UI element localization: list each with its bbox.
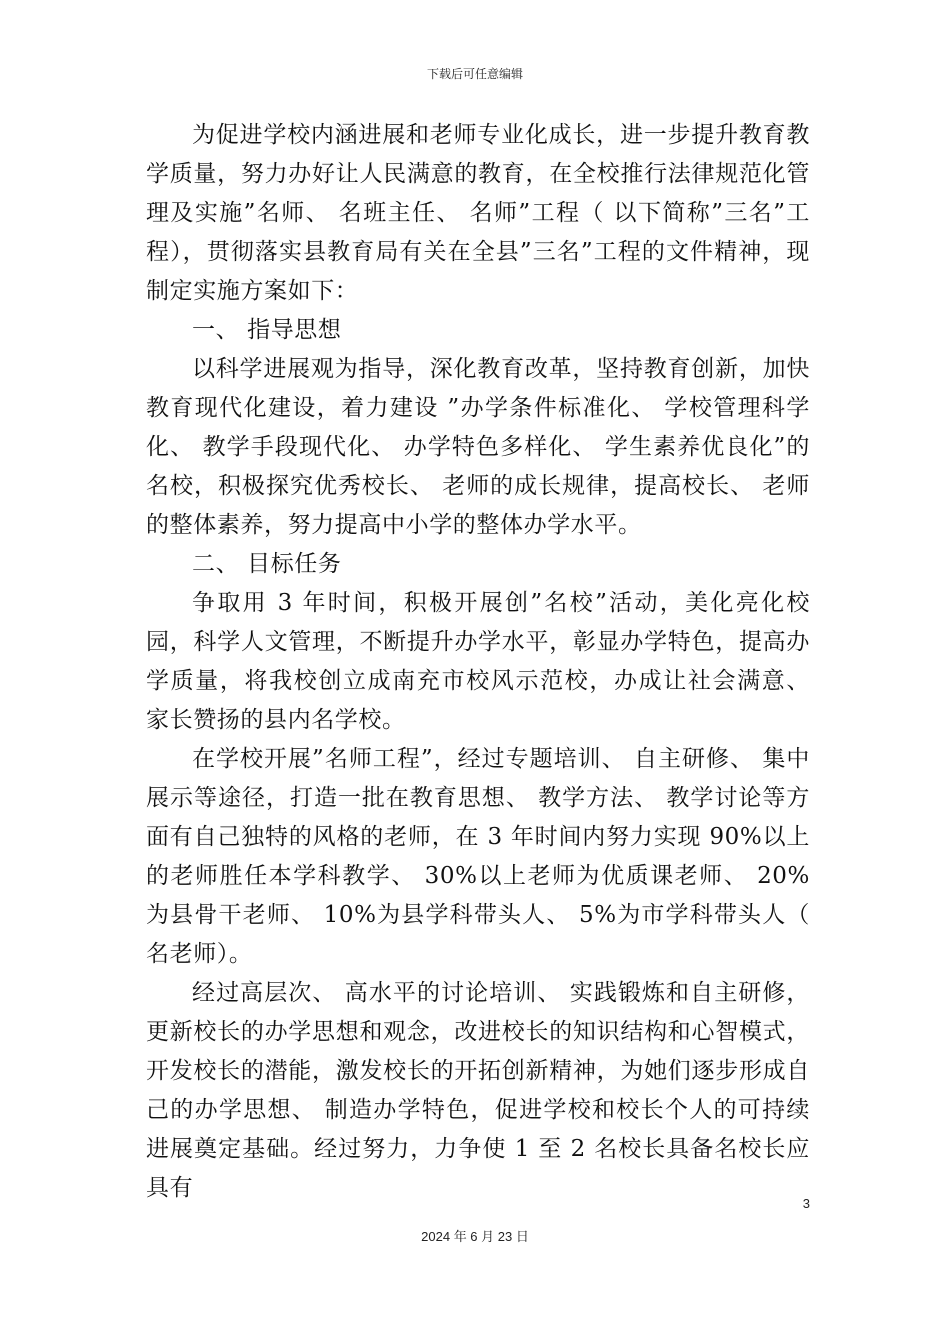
paragraph-goal-famous-school: 争取用 3 年时间，积极开展创”名校”活动，美化亮化校园，科学人文管理，不断提升办学水平，彰显办学特色，提高办学质量，将我校创立成南充市校风示范校，办成让社会满意、 家长赞扬的县内名学校。 — [146, 590, 810, 733]
paragraph-intro: 为促进学校内涵进展和老师专业化成长，进一步提升教育教学质量，努力办好让人民满意的教育，在全校推行法律规范化管理及实施”名师、 名班主任、 名师”工程（ 以下简称”三名”工程），贯彻落实县教育局有关在全县”三名”工程的文件精神，现制定实施方案如下： — [146, 122, 810, 304]
page-footer-date: 2024 年 6 月 23 日 — [421, 1229, 529, 1244]
paragraph-guiding-ideology: 以科学进展观为指导，深化教育改革，坚持教育创新，加快教育现代化建设，着力建设 ”办学条件标准化、 学校管理科学化、 教学手段现代化、 办学特色多样化、 学生素养优良化”的名校，积极探究优秀校长、 老师的成长规律，提高校长、 老师的整体素养，努力提高中小学的整体办学水平。 — [146, 356, 810, 538]
section-heading-guiding-ideology: 一、 指导思想 — [192, 317, 342, 343]
document-body — [146, 116, 810, 1208]
section-heading-goals-tasks: 二、 目标任务 — [192, 551, 342, 577]
page-header: 下载后可任意编辑 — [426, 67, 523, 81]
paragraph-goal-famous-teacher: 在学校开展”名师工程”，经过专题培训、 自主研修、 集中展示等途径，打造一批在教育思想、 教学方法、 教学讨论等方面有自己独特的风格的老师，在 3 年时间内努力实现 90%以上的老师胜任本学科教学、 30%以上老师为优质课老师、 20%为县骨干老师、 10%为县学科带头人、 5%为市学科带头人（ 名老师）。 — [146, 746, 810, 967]
page-number: 3 — [802, 1196, 810, 1211]
paragraph-goal-famous-principal: 经过高层次、 高水平的讨论培训、 实践锻炼和自主研修，更新校长的办学思想和观念，改进校长的知识结构和心智模式，开发校长的潜能，激发校长的开拓创新精神，为她们逐步形成自己的办学思想、 制造办学特色，促进学校和校长个人的可持续进展奠定基础。经过努力，力争使 1 至 2 名校长具备名校长应具有 — [146, 980, 810, 1201]
